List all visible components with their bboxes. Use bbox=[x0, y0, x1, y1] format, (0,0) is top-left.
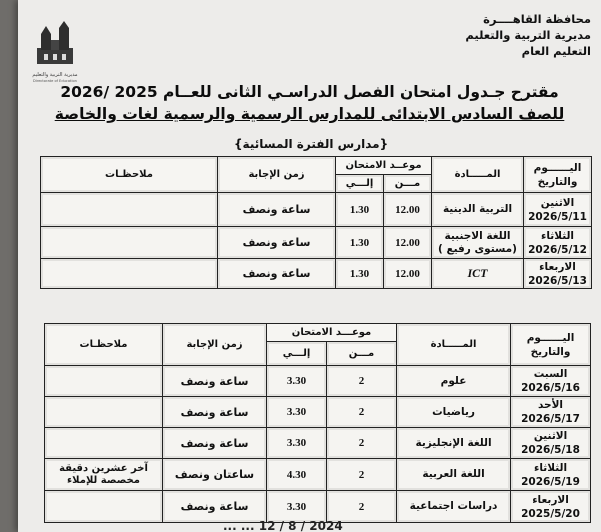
notes-cell bbox=[45, 397, 163, 428]
table-row bbox=[45, 397, 591, 428]
schedule-table-1 bbox=[40, 156, 592, 289]
department-label: التعليم العام bbox=[521, 44, 591, 58]
from-cell: 12.00 bbox=[384, 193, 432, 227]
document-title: مقترح جـدول امتحان الفصل الدراسـي الثانى للعــام 2025 /2026 bbox=[60, 83, 559, 101]
table-row bbox=[45, 366, 591, 397]
table-row bbox=[45, 459, 591, 491]
duration-cell: ساعتان ونصف bbox=[163, 459, 267, 491]
to-cell: 3.30 bbox=[267, 366, 327, 397]
subject-cell: علوم bbox=[397, 366, 511, 397]
to-header: إلـــي bbox=[336, 175, 384, 193]
to-cell: 1.30 bbox=[336, 193, 384, 227]
notes-cell bbox=[45, 366, 163, 397]
to-cell: 3.30 bbox=[267, 428, 327, 459]
table-row bbox=[41, 259, 592, 289]
governorate-label: محافظة القاهــــرة bbox=[483, 12, 591, 26]
duration-cell: ساعة ونصف bbox=[218, 227, 336, 259]
notes-header: ملاحظـات bbox=[41, 157, 218, 193]
notes-cell bbox=[45, 491, 163, 523]
exam-time-header: موعـــد الامتحان bbox=[267, 324, 397, 342]
day-date-cell: الاربعاء 2025/5/20 bbox=[511, 491, 591, 523]
table-row bbox=[41, 193, 592, 227]
notes-cell: آخر عشرين دقيقة مخصصة للإملاء bbox=[45, 459, 163, 491]
from-cell: 2 bbox=[327, 459, 397, 491]
subject-cell: اللغة العربية bbox=[397, 459, 511, 491]
duration-cell: ساعة ونصف bbox=[163, 428, 267, 459]
directorate-logo-icon bbox=[31, 20, 79, 66]
duration-cell: ساعة ونصف bbox=[163, 491, 267, 523]
subject-header: المـــــادة bbox=[432, 157, 524, 193]
notes-cell bbox=[41, 259, 218, 289]
schedule-table-2 bbox=[44, 323, 591, 523]
notes-header: ملاحظـات bbox=[45, 324, 163, 366]
table-row bbox=[45, 491, 591, 523]
day-date-cell: الثلاثاء 2026/5/19 bbox=[511, 459, 591, 491]
from-cell: 2 bbox=[327, 397, 397, 428]
day-date-header: اليــــــوم والتاريخ bbox=[511, 324, 591, 366]
day-date-header: اليــــــوم والتاريخ bbox=[524, 157, 592, 193]
from-header: مـــن bbox=[327, 342, 397, 366]
logo-caption: مديرية التربية والتعليم bbox=[32, 72, 78, 78]
subject-header: المـــــادة bbox=[397, 324, 511, 366]
from-cell: 2 bbox=[327, 366, 397, 397]
from-cell: 12.00 bbox=[384, 259, 432, 289]
notes-cell bbox=[41, 227, 218, 259]
notes-cell bbox=[45, 428, 163, 459]
exam-time-header: موعــد الامتحان bbox=[336, 157, 432, 175]
table-row bbox=[45, 428, 591, 459]
subject-cell: التربية الدينية bbox=[432, 193, 524, 227]
document-subtitle: للصف السادس الابتدائى للمدارس الرسمية والرسمية لغات والخاصة bbox=[54, 105, 565, 123]
day-date-cell: السبت 2026/5/16 bbox=[511, 366, 591, 397]
subject-cell: رياضيات bbox=[397, 397, 511, 428]
duration-cell: ساعة ونصف bbox=[218, 193, 336, 227]
to-cell: 1.30 bbox=[336, 259, 384, 289]
from-cell: 12.00 bbox=[384, 227, 432, 259]
subject-cell: اللغة الاجنبية (مستوى رفيع ) bbox=[432, 227, 524, 259]
duration-cell: ساعة ونصف bbox=[218, 259, 336, 289]
to-cell: 1.30 bbox=[336, 227, 384, 259]
day-date-cell: الاربعاء 2026/5/13 bbox=[524, 259, 592, 289]
from-header: مـــن bbox=[384, 175, 432, 193]
to-cell: 3.30 bbox=[267, 397, 327, 428]
directorate-label: مديرية التربية والتعليم bbox=[465, 28, 591, 42]
day-date-cell: الثلاثاء 2026/5/12 bbox=[524, 227, 592, 259]
duration-cell: ساعة ونصف bbox=[163, 366, 267, 397]
day-date-cell: الاثنين 2026/5/18 bbox=[511, 428, 591, 459]
subject-cell: ICT bbox=[432, 259, 524, 289]
to-cell: 4.30 bbox=[267, 459, 327, 491]
day-date-cell: الاثنين 2026/5/11 bbox=[524, 193, 592, 227]
from-cell: 2 bbox=[327, 428, 397, 459]
notes-cell bbox=[41, 193, 218, 227]
to-header: إلـــي bbox=[267, 342, 327, 366]
document-page bbox=[18, 0, 601, 532]
duration-header: زمن الإجابة bbox=[218, 157, 336, 193]
logo-caption-en: Directorate of Education bbox=[33, 79, 77, 83]
day-date-cell: الأحد 2026/5/17 bbox=[511, 397, 591, 428]
table-row bbox=[41, 227, 592, 259]
to-cell: 3.30 bbox=[267, 491, 327, 523]
period-label: {مدارس الفترة المسائية} bbox=[234, 137, 389, 151]
footer-date-text: 2024 / 8 / 12 ... ... bbox=[223, 519, 343, 532]
from-cell: 2 bbox=[327, 491, 397, 523]
subject-cell: دراسات اجتماعية bbox=[397, 491, 511, 523]
duration-cell: ساعة ونصف bbox=[163, 397, 267, 428]
duration-header: زمن الإجابة bbox=[163, 324, 267, 366]
subject-cell: اللغة الإنجليزية bbox=[397, 428, 511, 459]
